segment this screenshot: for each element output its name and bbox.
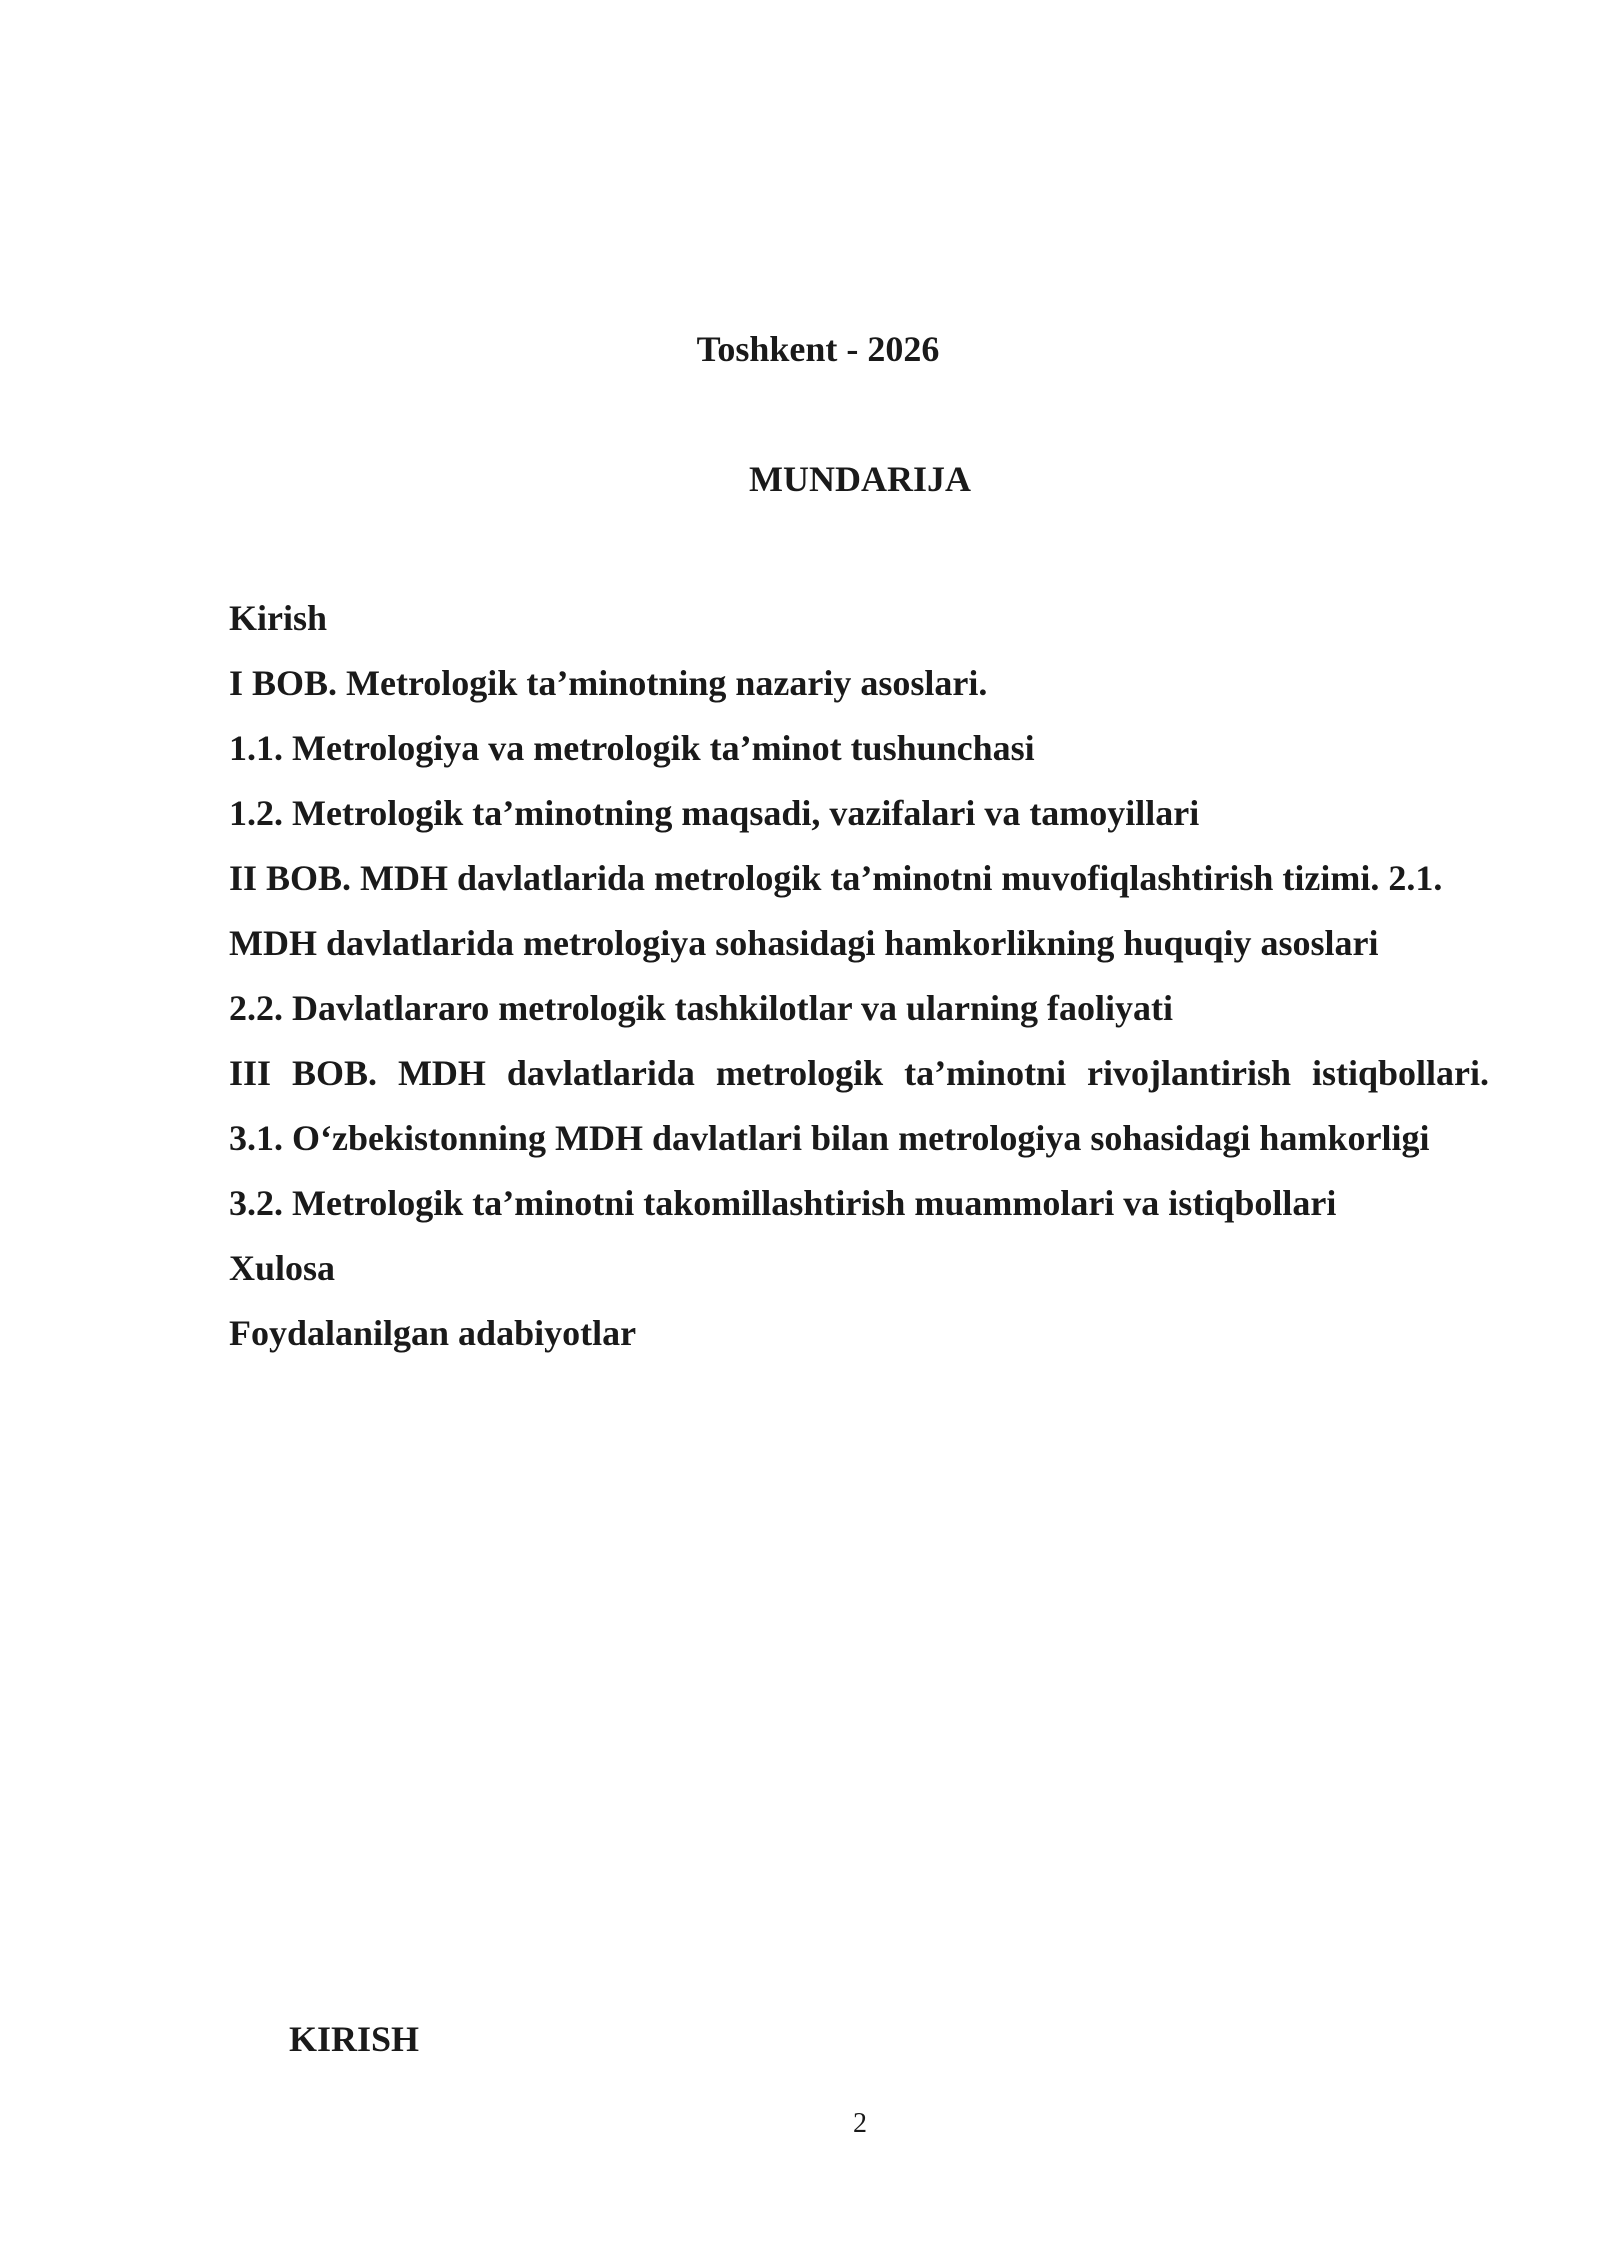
- toc-entry-chapter-2[interactable]: II BOB. MDH davlatlarida metrologik ta’minotni muvofiqlashtirish tizimi. 2.1.: [229, 858, 1443, 898]
- toc-entry-bibliography[interactable]: Foydalanilgan adabiyotlar: [229, 1313, 637, 1353]
- toc-entry-2-2[interactable]: 2.2. Davlatlararo metrologik tashkilotlar va ularning faoliyati: [229, 988, 1173, 1028]
- toc-entry-3-1[interactable]: 3.1. O‘zbekistonning MDH davlatlari bilan metrologiya sohasidagi hamkorligi: [229, 1118, 1430, 1158]
- toc-entry-kirish[interactable]: Kirish: [229, 598, 328, 638]
- toc-entry-chapter-1[interactable]: I BOB. Metrologik ta’minotning nazariy asoslari.: [229, 663, 988, 703]
- toc-entry-1-2[interactable]: 1.2. Metrologik ta’minotning maqsadi, vazifalari va tamoyillari: [229, 793, 1200, 833]
- toc-entry-xulosa[interactable]: Xulosa: [229, 1248, 336, 1288]
- toc-entry-chapter-3[interactable]: III BOB. MDH davlatlarida metrologik ta’minotni rivojlantirish istiqbollari.: [229, 1053, 1489, 1093]
- page-number: 2: [853, 2108, 867, 2139]
- toc-entry-2-1-continued[interactable]: MDH davlatlarida metrologiya sohasidagi hamkorlikning huquqiy asoslari: [229, 923, 1379, 963]
- toc-entry-3-2[interactable]: 3.2. Metrologik ta’minotni takomillashtirish muammolari va istiqbollari: [229, 1183, 1337, 1223]
- city-year-line: Toshkent - 2026: [696, 329, 940, 369]
- table-of-contents: [229, 586, 1489, 1366]
- section-heading-introduction: KIRISH: [289, 2019, 420, 2059]
- table-of-contents-title: MUNDARIJA: [749, 459, 971, 499]
- toc-entry-1-1[interactable]: 1.1. Metrologiya va metrologik ta’minot tushunchasi: [229, 728, 1035, 768]
